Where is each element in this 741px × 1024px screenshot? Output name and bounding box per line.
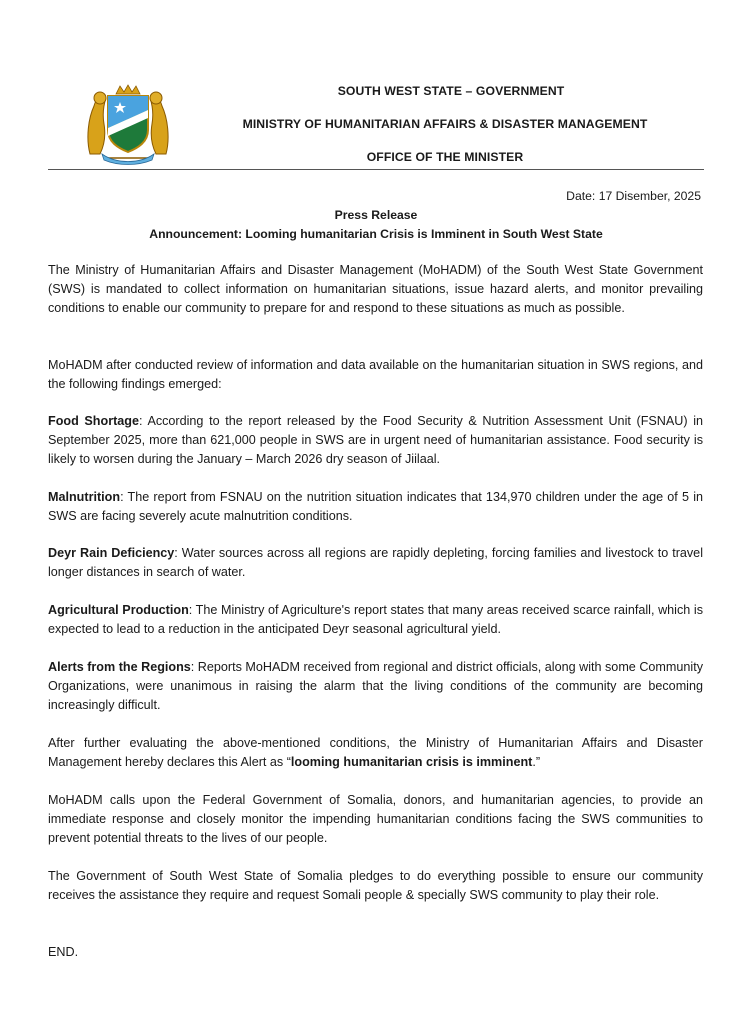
coat-of-arms-emblem xyxy=(82,84,174,166)
paragraph-deyr-rain xyxy=(48,544,703,582)
deyr-rain-heading: Deyr Rain Deficiency xyxy=(48,546,175,560)
paragraph-review: MoHADM after conducted review of information and data available on the humanitarian situation in SWS regions, and the following findings emerged: xyxy=(48,358,703,392)
deyr-rain-text: : Water sources across all regions are rapidly depleting, forcing families and livestock to travel longer distances in search of water. xyxy=(48,546,703,580)
end-marker: END. xyxy=(48,945,79,959)
paragraph-food-shortage xyxy=(48,412,703,470)
paragraph-intro: The Ministry of Humanitarian Affairs and Disaster Management (MoHADM) of the South West State Government (SWS) is mandated to collect information on humanitarian situations, issue hazard alerts, and monitor prevailing conditions to enable our community to prepare for and respond to these situations as much as possible. xyxy=(48,263,703,316)
food-shortage-heading: Food Shortage xyxy=(48,414,139,428)
agricultural-production-text: : The Ministry of Agriculture's report states that many areas received scarce rainfall, which is expected to lead to a reduction in the anticipated Deyr seasonal agricultural yield. xyxy=(48,603,703,637)
header-divider xyxy=(48,169,704,170)
release-date: Date: 17 Disember, 2025 xyxy=(566,189,701,203)
agricultural-production-heading: Agricultural Production xyxy=(48,603,189,617)
paragraph-call: MoHADM calls upon the Federal Government of Somalia, donors, and humanitarian agencies, to provide an immediate response and closely monitor the impending humanitarian conditions facing the SWS communities to prevent potential threats to the lives of our people. xyxy=(48,793,703,846)
paragraph-alerts xyxy=(48,658,703,716)
header-ministry: MINISTRY OF HUMANITARIAN AFFAIRS & DISASTER MANAGEMENT xyxy=(242,117,648,131)
paragraph-malnutrition xyxy=(48,488,703,526)
malnutrition-text: : The report from FSNAU on the nutrition situation indicates that 134,970 children under the age of 5 in SWS are facing severely acute malnutrition conditions. xyxy=(48,490,703,524)
malnutrition-heading: Malnutrition xyxy=(48,490,121,504)
paragraph-pledge: The Government of South West State of Somalia pledges to do everything possible to ensure our community receives the assistance they require and request Somali people & specially SWS community to play their role. xyxy=(48,869,703,903)
declaration-bold: looming humanitarian crisis is imminent xyxy=(290,755,533,770)
declaration-end: .” xyxy=(532,755,541,770)
paragraph-declaration xyxy=(48,734,703,772)
alerts-text: : Reports MoHADM received from regional and district officials, along with some Community Organizations, were unanimous in raising the alarm that the living conditions of the community are becoming increasingly difficult. xyxy=(48,660,704,713)
header-office: OFFICE OF THE MINISTER xyxy=(366,150,524,164)
alerts-heading: Alerts from the Regions xyxy=(48,660,191,674)
paragraph-agricultural-production xyxy=(48,601,703,639)
food-shortage-text: : According to the report released by the Food Security & Nutrition Assessment Unit (FSNAU) in September 2025, more than 621,000 people in SWS are in urgent need of humanitarian assistance. Food security is likely to worsen during the January – March 2026 dry season of Jiilaal. xyxy=(48,414,704,467)
header-government: SOUTH WEST STATE – GOVERNMENT xyxy=(337,84,565,98)
press-release-label: Press Release xyxy=(334,208,418,222)
declaration-text: After further evaluating the above-mentioned conditions, the Ministry of Humanitarian Affairs and Disaster Management hereby declares this Alert as “ xyxy=(48,736,703,770)
announcement-title: Announcement: Looming humanitarian Crisis is Imminent in South West State xyxy=(149,227,603,241)
